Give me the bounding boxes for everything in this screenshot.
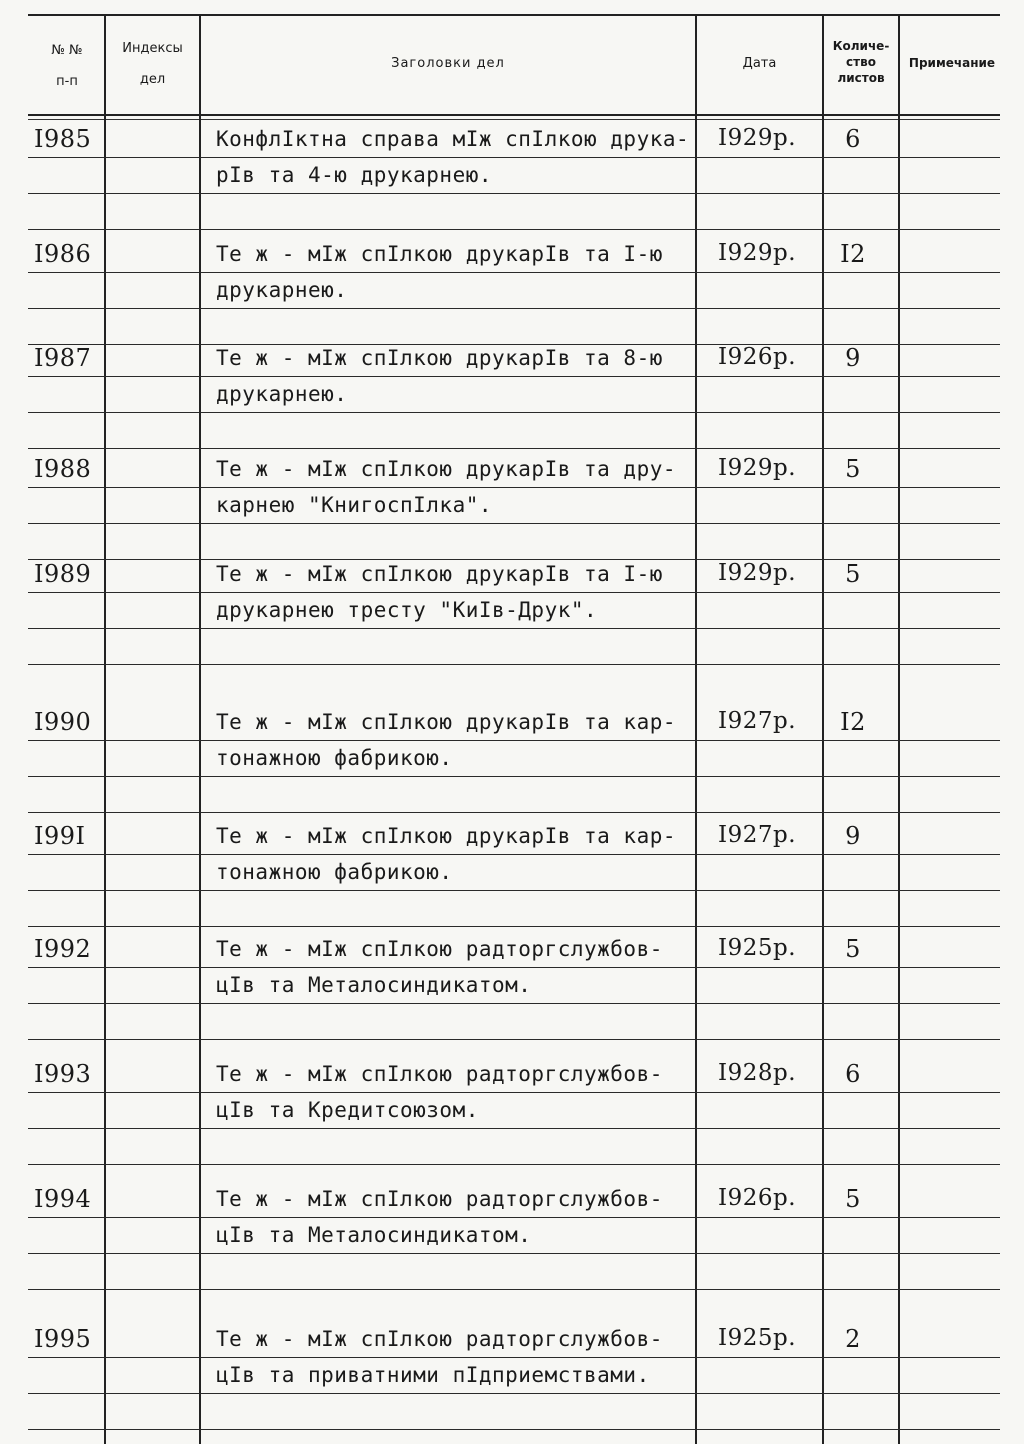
header-sheets-line3: листов [837, 71, 885, 85]
ruled-line [28, 1003, 1000, 1004]
row-date: I927р. [718, 822, 797, 848]
col-divider-3 [695, 16, 697, 1444]
col-divider-5 [898, 16, 900, 1444]
row-number: I992 [34, 935, 92, 963]
row-title-line1: Те ж - мIж спIлкою друкарIв та 8-ю [216, 346, 663, 370]
row-title-line2: тонажною фабрикою. [216, 860, 453, 884]
row-date: I929р. [718, 240, 797, 266]
row-title-line1: Те ж - мIж спIлкою радторгслужбов- [216, 1187, 663, 1211]
row-title-line1: Те ж - мIж спIлкою радторгслужбов- [216, 937, 663, 961]
row-title-line2: цIв та приватними пIдприемствами. [216, 1363, 650, 1387]
ruled-line [28, 664, 1000, 665]
ruled-line [28, 487, 1000, 488]
ruled-line [28, 776, 1000, 777]
row-date: I925р. [718, 935, 797, 961]
header-notes: Примечание [908, 56, 996, 70]
row-number: I995 [34, 1325, 92, 1353]
ruled-line [28, 1164, 1000, 1165]
header-sheets [824, 38, 898, 86]
ruled-line [28, 193, 1000, 194]
ruled-line [28, 967, 1000, 968]
col-divider-2 [199, 16, 201, 1444]
ruled-line [28, 1128, 1000, 1129]
row-title-line2: рIв та 4-ю друкарнею. [216, 163, 493, 187]
ruled-line [28, 1253, 1000, 1254]
row-date: I927р. [718, 708, 797, 734]
table-top-border [28, 14, 1000, 16]
header-num-line2: п-п [56, 74, 78, 89]
row-sheets: 6 [845, 1060, 861, 1088]
ruled-line [28, 890, 1000, 891]
row-title-line1: Те ж - мIж спIлкою друкарIв та I-ю [216, 242, 663, 266]
row-date: I926р. [718, 1185, 797, 1211]
header-index-line2: дел [139, 72, 166, 87]
header-date: Дата [742, 56, 777, 71]
row-sheets: 5 [845, 935, 861, 963]
row-number: I993 [34, 1060, 92, 1088]
ruled-line [28, 740, 1000, 741]
ruled-line [28, 1429, 1000, 1430]
ruled-line [28, 1092, 1000, 1093]
row-title-line2: цIв та Кредитсоюзом. [216, 1098, 479, 1122]
row-title-line1: Те ж - мIж спIлкою друкарIв та дру- [216, 457, 677, 481]
row-sheets: 2 [845, 1325, 861, 1353]
row-number: I988 [34, 455, 92, 483]
row-date: I929р. [718, 560, 797, 586]
row-number: I987 [34, 344, 92, 372]
ruled-line [28, 592, 1000, 593]
ruled-line [28, 628, 1000, 629]
row-sheets: 9 [845, 344, 861, 372]
ruled-line [28, 412, 1000, 413]
ruled-line [28, 523, 1000, 524]
row-date: I926р. [718, 344, 797, 370]
row-title-line2: цIв та Металосиндикатом. [216, 1223, 532, 1247]
row-number: I99I [34, 822, 86, 850]
row-number: I994 [34, 1185, 92, 1213]
col-divider-1 [104, 16, 106, 1444]
ruled-line [28, 1039, 1000, 1040]
ruled-line [28, 272, 1000, 273]
row-sheets: 9 [845, 822, 861, 850]
row-sheets: 5 [845, 560, 861, 588]
row-number: I990 [34, 708, 92, 736]
row-date: I925р. [718, 1325, 797, 1351]
row-sheets: I2 [840, 240, 866, 268]
row-sheets: 5 [845, 455, 861, 483]
header-title: Заголовки дел [391, 56, 505, 71]
header-bottom-border-2 [28, 119, 1000, 120]
row-number: I985 [34, 125, 92, 153]
ruled-line [28, 229, 1000, 230]
ruled-line [28, 812, 1000, 813]
row-title-line1: КонфлIктна справа мIж спIлкою друка- [216, 127, 690, 151]
row-sheets: 6 [845, 125, 861, 153]
row-sheets: 5 [845, 1185, 861, 1213]
header-sheets-line1: Количе- [832, 39, 890, 53]
header-num [30, 42, 104, 90]
row-title-line2: карнею "КнигоспIлка". [216, 493, 493, 517]
ruled-line [28, 376, 1000, 377]
ruled-line [28, 854, 1000, 855]
header-bottom-border [28, 114, 1000, 116]
row-title-line2: друкарнею. [216, 278, 348, 302]
header-index [106, 40, 199, 88]
ruled-line [28, 157, 1000, 158]
row-title-line2: друкарнею. [216, 382, 348, 406]
ruled-line [28, 1289, 1000, 1290]
header-sheets-line2: ство [846, 55, 876, 69]
row-title-line2: тонажною фабрикою. [216, 746, 453, 770]
row-title-line2: цIв та Металосиндикатом. [216, 973, 532, 997]
header-index-line1: Индексы [122, 41, 183, 56]
row-title-line1: Те ж - мIж спIлкою друкарIв та кар- [216, 824, 677, 848]
ruled-line [28, 926, 1000, 927]
row-number: I989 [34, 560, 92, 588]
ruled-line [28, 1357, 1000, 1358]
row-title-line1: Те ж - мIж спIлкою радторгслужбов- [216, 1327, 663, 1351]
ruled-line [28, 448, 1000, 449]
ruled-line [28, 1217, 1000, 1218]
header-num-line1: № № [51, 43, 83, 58]
row-number: I986 [34, 240, 92, 268]
row-sheets: I2 [840, 708, 866, 736]
row-title-line1: Те ж - мIж спIлкою друкарIв та кар- [216, 710, 677, 734]
row-title-line2: друкарнею тресту "КиIв-Друк". [216, 598, 598, 622]
row-date: I929р. [718, 455, 797, 481]
row-title-line1: Те ж - мIж спIлкою друкарIв та I-ю [216, 562, 663, 586]
row-date: I929р. [718, 125, 797, 151]
ruled-line [28, 308, 1000, 309]
ruled-line [28, 1393, 1000, 1394]
row-title-line1: Те ж - мIж спIлкою радторгслужбов- [216, 1062, 663, 1086]
row-date: I928р. [718, 1060, 797, 1086]
